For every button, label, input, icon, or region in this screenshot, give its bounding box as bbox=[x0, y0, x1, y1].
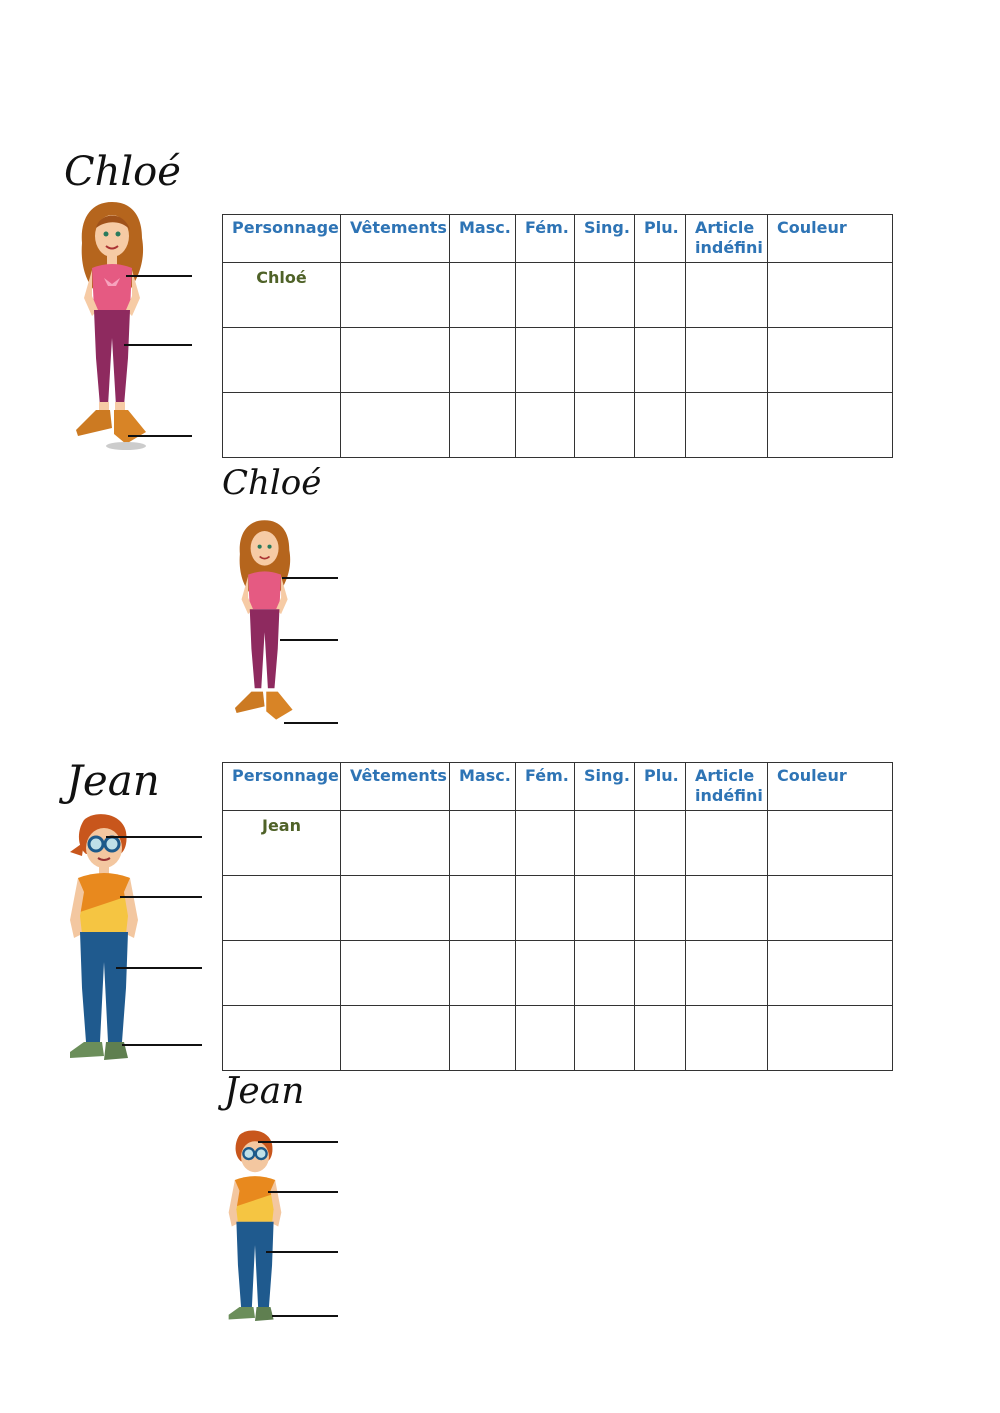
jean-leader-line-shoes bbox=[122, 1044, 202, 1046]
cell-fem[interactable] bbox=[516, 263, 575, 328]
jean-character-illustration-small bbox=[224, 1122, 286, 1334]
header-article-indefini: Article indéfini bbox=[686, 215, 768, 263]
cell-couleur[interactable] bbox=[768, 393, 893, 458]
chloe-small-leader-line-middle bbox=[280, 639, 338, 641]
cell-article[interactable] bbox=[686, 393, 768, 458]
cell-personnage[interactable]: Jean bbox=[223, 811, 341, 876]
cell-sing[interactable] bbox=[575, 263, 635, 328]
cell-article[interactable] bbox=[686, 811, 768, 876]
cell-personnage[interactable] bbox=[223, 876, 341, 941]
cell-couleur[interactable] bbox=[768, 941, 893, 1006]
header-couleur: Couleur bbox=[768, 763, 893, 811]
cell-sing[interactable] bbox=[575, 876, 635, 941]
cell-fem[interactable] bbox=[516, 876, 575, 941]
cell-sing[interactable] bbox=[575, 393, 635, 458]
cell-plu[interactable] bbox=[635, 393, 686, 458]
header-vetements: Vêtements bbox=[341, 763, 450, 811]
cell-fem[interactable] bbox=[516, 328, 575, 393]
jean-small-leader-line-trousers bbox=[266, 1251, 338, 1253]
header-masc: Masc. bbox=[450, 215, 516, 263]
header-plu: Plu. bbox=[635, 215, 686, 263]
cell-masc[interactable] bbox=[450, 328, 516, 393]
jean-character-illustration bbox=[64, 812, 144, 1068]
header-plu: Plu. bbox=[635, 763, 686, 811]
chloe-leader-line-bottom bbox=[128, 435, 192, 437]
jean-leader-line-shirt bbox=[120, 896, 202, 898]
cell-personnage[interactable] bbox=[223, 393, 341, 458]
table-row bbox=[223, 811, 893, 876]
chloe-handwritten-title-small: Chloé bbox=[222, 463, 322, 503]
cell-fem[interactable] bbox=[516, 941, 575, 1006]
cell-vetements[interactable] bbox=[341, 941, 450, 1006]
cell-vetements[interactable] bbox=[341, 876, 450, 941]
cell-personnage[interactable]: Chloé bbox=[223, 263, 341, 328]
cell-fem[interactable] bbox=[516, 1006, 575, 1071]
header-sing: Sing. bbox=[575, 215, 635, 263]
table-header-row bbox=[223, 215, 893, 263]
chloe-worksheet-table bbox=[222, 214, 893, 458]
jean-small-leader-line-shirt bbox=[268, 1191, 338, 1193]
table-row bbox=[223, 393, 893, 458]
chloe-handwritten-title: Chloé bbox=[64, 149, 181, 195]
header-couleur: Couleur bbox=[768, 215, 893, 263]
cell-sing[interactable] bbox=[575, 1006, 635, 1071]
cell-masc[interactable] bbox=[450, 393, 516, 458]
cell-couleur[interactable] bbox=[768, 328, 893, 393]
cell-couleur[interactable] bbox=[768, 1006, 893, 1071]
cell-plu[interactable] bbox=[635, 811, 686, 876]
cell-vetements[interactable] bbox=[341, 393, 450, 458]
chloe-leader-line-top bbox=[126, 275, 192, 277]
cell-sing[interactable] bbox=[575, 941, 635, 1006]
jean-handwritten-title-small: Jean bbox=[224, 1071, 305, 1112]
header-sing: Sing. bbox=[575, 763, 635, 811]
table-row bbox=[223, 876, 893, 941]
chloe-small-leader-line-bottom bbox=[284, 722, 338, 724]
table-row bbox=[223, 263, 893, 328]
cell-sing[interactable] bbox=[575, 811, 635, 876]
jean-worksheet-table bbox=[222, 762, 893, 1071]
cell-plu[interactable] bbox=[635, 263, 686, 328]
cell-personnage[interactable] bbox=[223, 1006, 341, 1071]
table-row bbox=[223, 941, 893, 1006]
chloe-leader-line-middle bbox=[124, 344, 192, 346]
jean-handwritten-title: Jean bbox=[66, 756, 160, 805]
header-fem: Fém. bbox=[516, 215, 575, 263]
chloe-character-illustration-small bbox=[230, 508, 300, 736]
cell-couleur[interactable] bbox=[768, 876, 893, 941]
cell-masc[interactable] bbox=[450, 876, 516, 941]
cell-vetements[interactable] bbox=[341, 263, 450, 328]
cell-article[interactable] bbox=[686, 263, 768, 328]
cell-article[interactable] bbox=[686, 876, 768, 941]
table-row bbox=[223, 328, 893, 393]
header-fem: Fém. bbox=[516, 763, 575, 811]
header-personnage: Personnage bbox=[223, 215, 341, 263]
header-vetements: Vêtements bbox=[341, 215, 450, 263]
cell-personnage[interactable] bbox=[223, 328, 341, 393]
cell-masc[interactable] bbox=[450, 263, 516, 328]
header-masc: Masc. bbox=[450, 763, 516, 811]
jean-small-leader-line-glasses bbox=[258, 1141, 338, 1143]
cell-sing[interactable] bbox=[575, 328, 635, 393]
header-article-indefini: Article indéfini bbox=[686, 763, 768, 811]
header-personnage: Personnage bbox=[223, 763, 341, 811]
table-row bbox=[223, 1006, 893, 1071]
chloe-character-illustration bbox=[70, 198, 155, 453]
cell-masc[interactable] bbox=[450, 941, 516, 1006]
cell-plu[interactable] bbox=[635, 876, 686, 941]
cell-vetements[interactable] bbox=[341, 1006, 450, 1071]
cell-masc[interactable] bbox=[450, 811, 516, 876]
cell-plu[interactable] bbox=[635, 328, 686, 393]
jean-small-leader-line-shoes bbox=[272, 1315, 338, 1317]
cell-fem[interactable] bbox=[516, 393, 575, 458]
cell-article[interactable] bbox=[686, 1006, 768, 1071]
cell-couleur[interactable] bbox=[768, 811, 893, 876]
cell-fem[interactable] bbox=[516, 811, 575, 876]
jean-leader-line-trousers bbox=[116, 967, 202, 969]
cell-vetements[interactable] bbox=[341, 328, 450, 393]
chloe-small-leader-line-top bbox=[282, 577, 338, 579]
table-header-row bbox=[223, 763, 893, 811]
cell-couleur[interactable] bbox=[768, 263, 893, 328]
cell-masc[interactable] bbox=[450, 1006, 516, 1071]
cell-article[interactable] bbox=[686, 328, 768, 393]
cell-vetements[interactable] bbox=[341, 811, 450, 876]
cell-article[interactable] bbox=[686, 941, 768, 1006]
jean-leader-line-glasses bbox=[106, 836, 202, 838]
cell-personnage[interactable] bbox=[223, 941, 341, 1006]
cell-plu[interactable] bbox=[635, 941, 686, 1006]
cell-plu[interactable] bbox=[635, 1006, 686, 1071]
